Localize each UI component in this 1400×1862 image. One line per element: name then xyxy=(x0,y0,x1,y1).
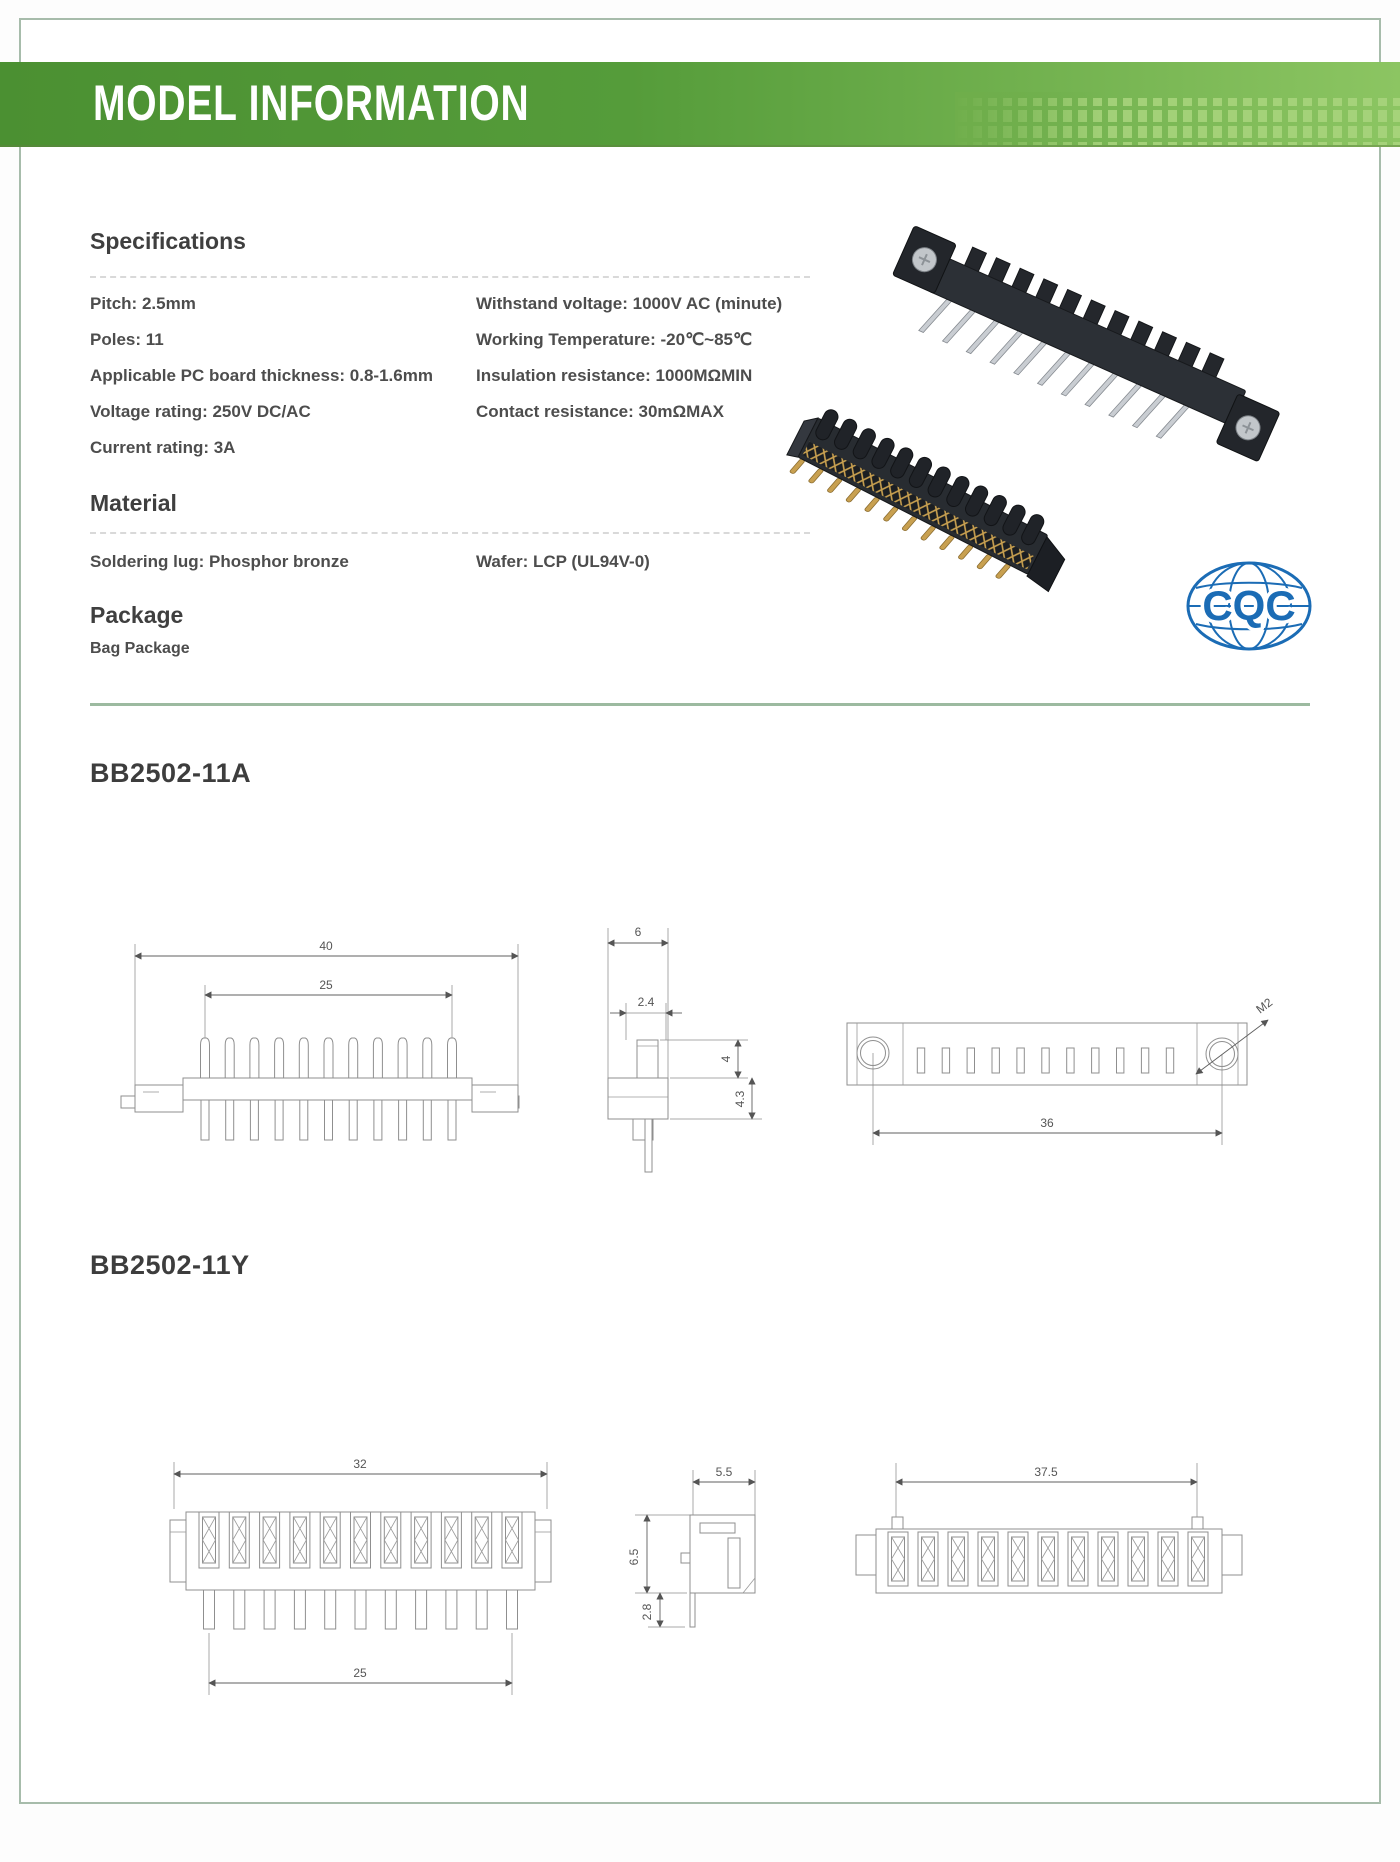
dim-y-overall-width: 32 xyxy=(353,1457,367,1471)
dim-a-body-height: 4.3 xyxy=(733,1090,747,1108)
drawing-a-top-view xyxy=(840,995,1285,1165)
dim-a-pin-height: 4 xyxy=(719,1055,733,1063)
spec-item: Withstand voltage: 1000V AC (minute) xyxy=(476,294,783,313)
package-value: Bag Package xyxy=(90,640,190,657)
drawing-a-front-view xyxy=(110,930,530,1155)
specifications-left-column xyxy=(90,286,433,466)
spec-item: Poles: 11 xyxy=(90,330,164,349)
banner-pixel-pattern xyxy=(955,62,1400,145)
spec-item: Working Temperature: -20℃~85℃ xyxy=(476,330,753,349)
material-heading: Material xyxy=(90,490,177,516)
cqc-logo xyxy=(1183,556,1323,656)
connector-header-photo xyxy=(876,222,1290,478)
model-y-title: BB2502-11Y xyxy=(90,1250,250,1280)
specifications-heading: Specifications xyxy=(90,228,246,254)
dim-y-tab-span: 37.5 xyxy=(1034,1465,1058,1479)
header-banner xyxy=(0,62,1400,147)
material-item: Soldering lug: Phosphor bronze xyxy=(90,552,349,571)
dim-a-pin-span: 25 xyxy=(319,978,333,992)
dim-y-side-width: 5.5 xyxy=(715,1465,733,1479)
dim-a-side-width: 6 xyxy=(634,925,642,939)
connector-socket-photo xyxy=(781,401,1078,602)
dim-y-pin-span: 25 xyxy=(353,1666,367,1680)
cqc-logo-text: CQC xyxy=(1202,582,1296,629)
dim-a-overall-width: 40 xyxy=(319,939,333,953)
dim-a-hole-span: 36 xyxy=(1040,1116,1054,1130)
dim-a-thread: M2 xyxy=(1253,995,1276,1017)
spec-item: Voltage rating: 250V DC/AC xyxy=(90,402,311,421)
spec-item: Pitch: 2.5mm xyxy=(90,294,196,313)
spec-item: Applicable PC board thickness: 0.8-1.6mm xyxy=(90,366,433,385)
spec-item: Insulation resistance: 1000MΩMIN xyxy=(476,366,753,385)
model-a-title: BB2502-11A xyxy=(90,758,252,788)
material-item: Wafer: LCP (UL94V-0) xyxy=(476,552,650,571)
dim-a-pin-width: 2.4 xyxy=(637,995,655,1009)
package-heading: Package xyxy=(90,602,184,628)
page-title: MODEL INFORMATION xyxy=(93,74,530,131)
section-divider xyxy=(90,703,1310,706)
drawing-a-side-view xyxy=(560,870,810,1180)
drawing-y-top-view xyxy=(840,1445,1250,1660)
drawing-y-side-view xyxy=(625,1445,820,1700)
dim-y-body-height: 6.5 xyxy=(627,1548,641,1566)
spec-item: Contact resistance: 30mΩMAX xyxy=(476,402,724,421)
dim-y-pin-length: 2.8 xyxy=(640,1603,654,1621)
spec-item: Current rating: 3A xyxy=(90,438,236,457)
drawing-y-front-view xyxy=(160,1445,560,1710)
